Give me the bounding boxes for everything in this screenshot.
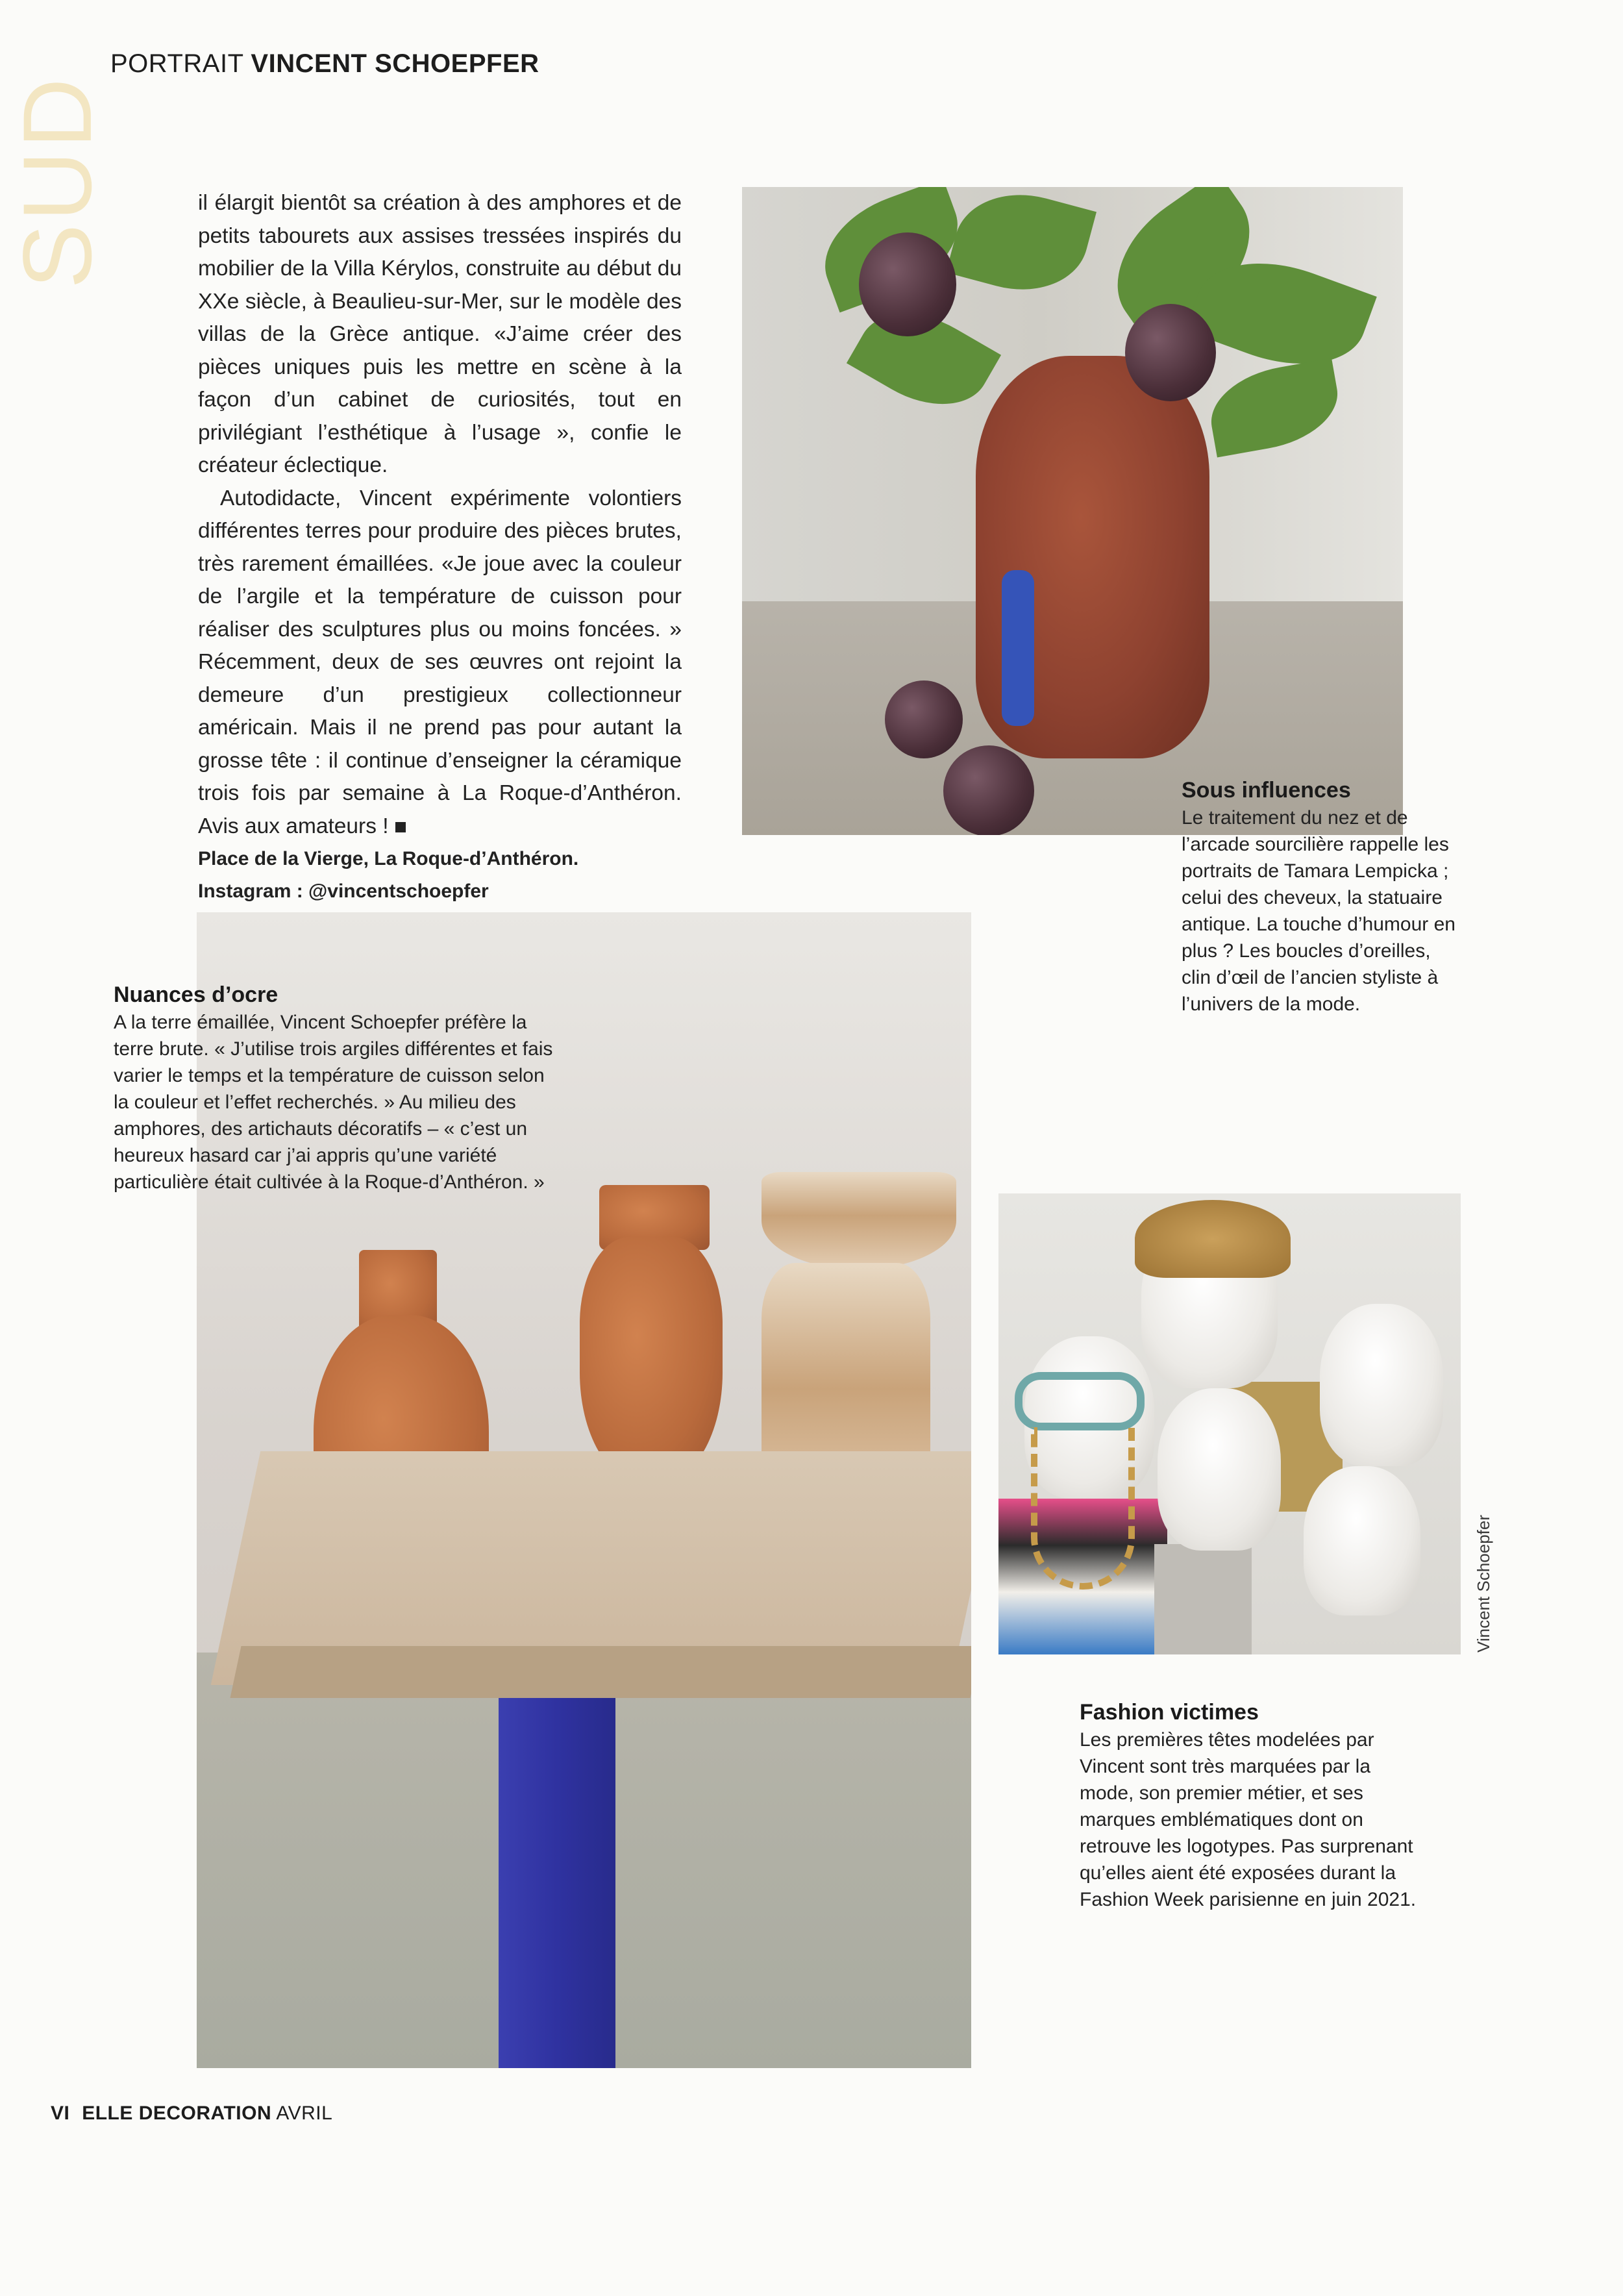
end-mark-icon xyxy=(395,822,406,832)
fig-leaf xyxy=(946,187,1096,306)
page-number: VI xyxy=(51,2103,70,2124)
plaster-bust xyxy=(1304,1466,1420,1616)
address-line: Place de la Vierge, La Roque-d’Anthéron. xyxy=(198,848,579,869)
page-header xyxy=(110,49,539,79)
gold-helmet xyxy=(1135,1200,1291,1278)
caption-title: Sous influences xyxy=(1182,778,1351,803)
blue-table-leg xyxy=(499,1698,615,2068)
fig-fruit xyxy=(1125,304,1216,401)
green-glasses xyxy=(1015,1372,1145,1430)
photo-plaster-busts xyxy=(998,1193,1461,1654)
header-subject-name: VINCENT SCHOEPFER xyxy=(251,49,539,78)
fig-fruit xyxy=(943,745,1034,835)
pedestal xyxy=(1154,1544,1252,1654)
blue-earring xyxy=(1002,570,1034,726)
section-tab xyxy=(2,58,112,305)
caption-title: Fashion victimes xyxy=(1080,1700,1259,1725)
magazine-name: ELLE DECORATION xyxy=(82,2103,272,2124)
photo-credit: Vincent Schoepfer xyxy=(1474,1515,1493,1653)
folio xyxy=(51,2103,332,2125)
table-edge xyxy=(230,1646,971,1698)
plaster-bust xyxy=(1320,1304,1443,1466)
header-kicker: PORTRAIT xyxy=(110,49,243,78)
instagram-line: Instagram : @vincentschoepfer xyxy=(198,880,489,902)
article-body xyxy=(198,187,682,908)
body-paragraph-1: il élargit bientôt sa création à des amphores et de petits tabourets aux assises tressées inspirés du mobilier de la Villa Kérylos, construite au début du XXe siècle, à Beaulieu-sur-Mer, sur le modèle des villas de la Grèce antique. «J’aime créer des pièces uniques puis les mettre en scène à la façon d’un cabinet de curiosités, tout en privilégiant l’esthétique à l’usage », confie le créateur éclectique. xyxy=(198,191,682,477)
fig-fruit xyxy=(859,232,956,336)
fig-fruit xyxy=(885,680,963,758)
plaster-bust xyxy=(1158,1388,1281,1551)
caption-influences xyxy=(1182,776,1461,1017)
body-paragraph-2-text: Autodidacte, Vincent expérimente volontiers différentes terres pour produire des pièces brutes, très rarement émaillées. «Je joue avec la couleur de l’argile et la température de cuisson pour réaliser des sculptures plus ou moins foncées. » Récemment, deux de ses œuvres ont rejoint la demeure d’un prestigieux collectionneur américain. Mais il ne prend pas pour autant la grosse tête : il continue d’enseigner la céramique trois fois par semaine à La Roque-d’Anthéron. Avis aux amateurs ! xyxy=(198,486,682,838)
gold-chain xyxy=(1031,1427,1135,1590)
caption-text: A la terre émaillée, Vincent Schoepfer préfère la terre brute. « J’utilise trois argiles différentes et fais varier le temps et la température de cuisson selon la couleur et l’effet recherchés. » Au milieu des amphores, des artichauts décoratifs – « c’est un heureux hasard car j’ai appris qu’une variété particulière était cultivée à la Roque-d’Anthéron. » xyxy=(114,1012,553,1193)
caption-title: Nuances d’ocre xyxy=(114,982,279,1007)
section-tab-label: SUD xyxy=(2,75,112,289)
fig-leaf xyxy=(1204,358,1345,458)
caption-nuances xyxy=(114,980,555,1195)
caption-text: Les premières têtes modelées par Vincent sont très marquées par la mode, son premier métier, et ses marques emblématiques dont on retrouve les logotypes. Pas surprenant qu’elles aient été exposées durant la Fashion Week parisienne en juin 2021. xyxy=(1080,1729,1417,1910)
body-paragraph-2 xyxy=(198,482,682,843)
terracotta-jug xyxy=(580,1237,723,1484)
speckled-bowl xyxy=(762,1172,956,1269)
caption-text: Le traitement du nez et de l’arcade sourcilière rappelle les portraits de Tamara Lempicka ; celui des cheveux, la statuaire antique. La touche d’humour en plus ? Les boucles d’oreilles, clin d’œil de l’ancien styliste à l’univers de la mode. xyxy=(1182,807,1456,1015)
issue-month: AVRIL xyxy=(276,2103,333,2124)
photo-head-vase xyxy=(742,187,1403,835)
caption-fashion xyxy=(1080,1698,1417,1913)
